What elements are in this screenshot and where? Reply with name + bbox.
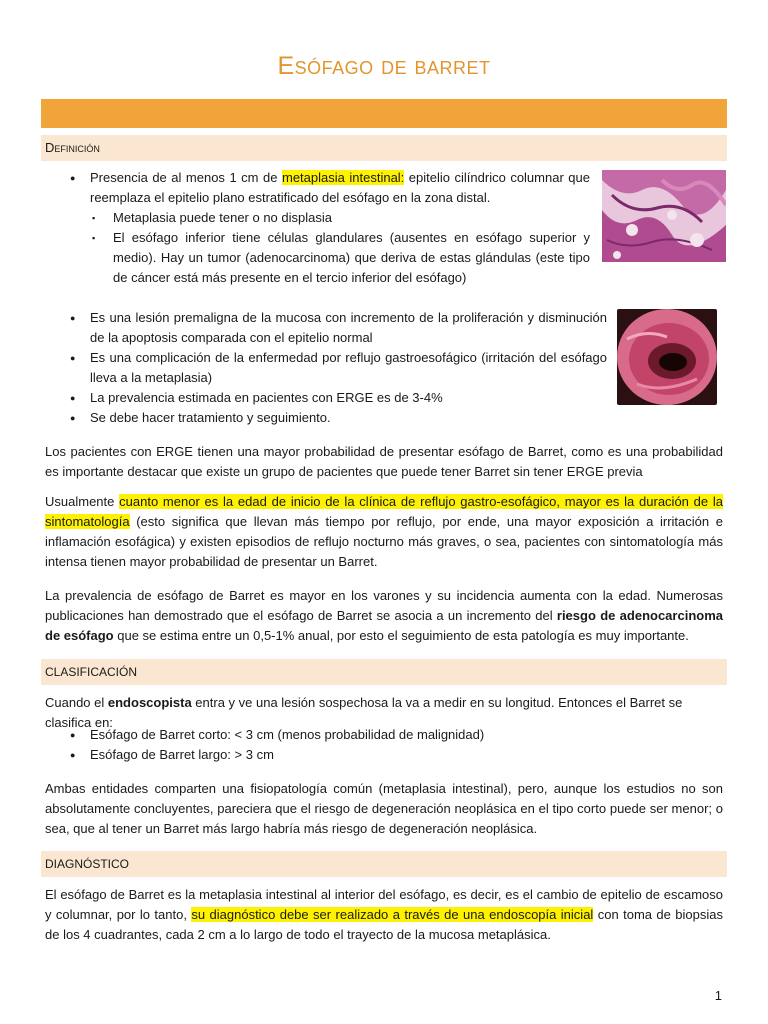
clasificacion-intro: Cuando el endoscopista entra y ve una lesión sospechosa la va a medir en su longitud. Entonces el Barret se clasifica en: xyxy=(45,695,683,730)
page-number: 1 xyxy=(714,988,722,1003)
highlight: metaplasia intestinal: xyxy=(282,170,405,185)
section-header-diagnostico xyxy=(41,851,727,877)
histology-image xyxy=(602,170,726,262)
clasificacion-list xyxy=(45,725,723,765)
list-item: ● Esófago de Barret corto: < 3 cm (menos probabilidad de malignidad) xyxy=(45,725,723,745)
endoscopy-image xyxy=(617,309,717,405)
list-item: ● Es una lesión premaligna de la mucosa con incremento de la proliferación y disminución de la apoptosis comparada con el epitelio normal xyxy=(45,308,607,348)
sub-list-item: ▪ El esófago inferior tiene células glandulares (ausentes en esófago superior y medio). Hay un tumor (adenocarcinoma) que deriva de estas glándulas (este tipo de cáncer está más presente en el tercio inferior del esófago) xyxy=(45,228,590,288)
list-item: ● Esófago de Barret largo: > 3 cm xyxy=(45,745,723,765)
list-item: ● Se debe hacer tratamiento y seguimiento. xyxy=(45,408,607,428)
title-band xyxy=(41,99,727,128)
highlight: su diagnóstico debe ser realizado a través de una endoscopía inicial xyxy=(191,907,594,922)
sub-list-item: ▪ Metaplasia puede tener o no displasia xyxy=(45,208,590,228)
paragraph-1: Los pacientes con ERGE tienen una mayor probabilidad de presentar esófago de Barret, como es una probabilidad es importante destacar que existe un grupo de pacientes que puede tener Barret sin tener ERGE previa xyxy=(45,444,723,479)
section-title-diagnostico: DIAGNÓSTICO xyxy=(45,857,130,871)
list-item: ● Presencia de al menos 1 cm de metaplasia intestinal: epitelio cilíndrico columnar que reemplaza el epitelio plano estratificado del esófago en la zona distal. xyxy=(45,168,590,208)
definition-list-1 xyxy=(45,168,590,288)
list-item: ● La prevalencia estimada en pacientes con ERGE es de 3-4% xyxy=(45,388,607,408)
section-header-clasificacion xyxy=(41,659,727,685)
paragraph-2: Usualmente cuanto menor es la edad de inicio de la clínica de reflujo gastro-esofágico, mayor es la duración de la sintomatología (esto significa que llevan más tiempo por reflujo, por ende, una mayor exposición a irritación e inflamación esofágica) y existen episodios de reflujo nocturno más graves, o sea, pacientes con sintomatología más intensa tienen mayor probabilidad de presentar un Barret. xyxy=(45,494,724,569)
section-header-definicion xyxy=(41,135,727,161)
document-title: Esófago de barret xyxy=(277,52,491,80)
list-item: ● Es una complicación de la enfermedad por reflujo gastroesofágico (irritación del esófago lleva a la metaplasia) xyxy=(45,348,607,388)
paragraph-3: La prevalencia de esófago de Barret es mayor en los varones y su incidencia aumenta con la edad. Numerosas publicaciones han demostrado que el esófago de Barret se asocia a un incremento del riesgo de adenocarcinoma de esófago que se estima entre un 0,5-1% anual, por esto el seguimiento de esta patología es muy importante. xyxy=(45,588,723,643)
highlight: cuanto menor es la edad de inicio de la clínica de reflujo gastro-esofágico, mayor es la duración de la sintomatología xyxy=(45,494,724,529)
diagnostico-paragraph: El esófago de Barret es la metaplasia intestinal al interior del esófago, es decir, es el cambio de epitelio de escamoso y columnar, por lo tanto, su diagnóstico debe ser realizado a través de una endoscopía inicial con toma de biopsias de los 4 cuadrantes, cada 2 cm a lo largo de todo el trayecto de la mucosa metaplásica. xyxy=(45,887,723,942)
section-title-clasificacion: CLASIFICACIÓN xyxy=(45,665,138,679)
section-title-definicion: Definición xyxy=(45,140,100,155)
definition-list-2 xyxy=(45,308,607,428)
clasificacion-paragraph: Ambas entidades comparten una fisiopatología común (metaplasia intestinal), pero, aunque los estudios no son absolutamente concluyentes, pareciera que el riesgo de degeneración neoplásica en el tipo corto puede ser menor; o sea, que al tener un Barret más largo habría más riesgo de degeneración neoplásica. xyxy=(45,781,723,836)
